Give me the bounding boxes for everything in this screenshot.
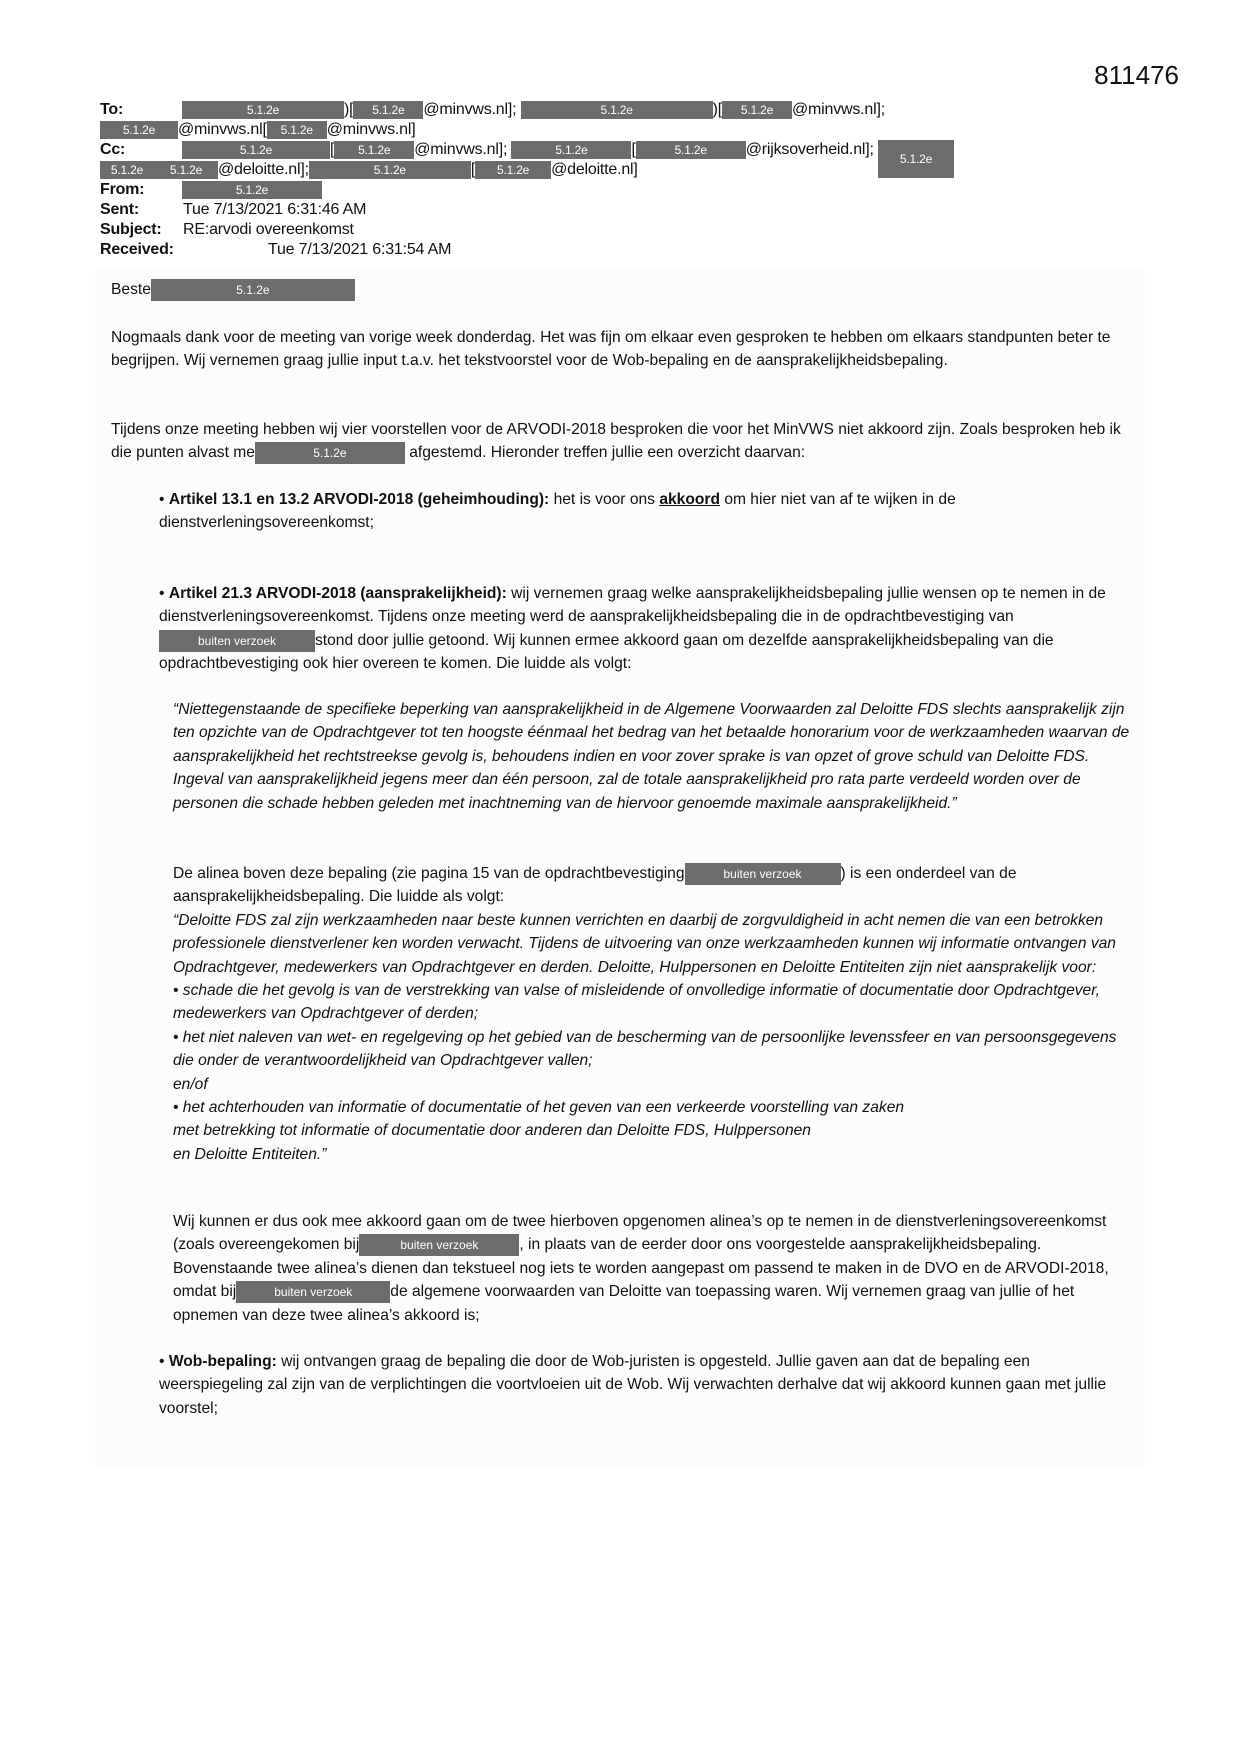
redaction: 5.1.2e <box>309 161 471 179</box>
text: ) is een onderdeel van de aansprakelijkheidsbepaling. Die luidde als volgt: <box>173 865 1017 906</box>
text <box>173 862 1133 909</box>
sent-row <box>100 200 1020 220</box>
subject-row <box>100 220 1020 240</box>
redaction: 5.1.2e <box>100 121 178 139</box>
separator: [ <box>470 161 476 178</box>
paragraph-4 <box>173 1210 1133 1327</box>
text: wij ontvangen graag de bepaling die door de Wob-juristen is opgesteld. Jullie gaven aan dat de bepaling een weerspiegeling zal zijn van de verplichtingen die voortvloeien uit de Wob. Wij verwachten derhalve dat wij akkoord kunnen gaan met jullie voorstel; <box>159 1353 1107 1417</box>
text: de algemene voorwaarden van Deloitte van toepassing waren. Wij vernemen graag van jullie of het opnemen van deze twee alinea’s akkoord is; <box>173 1283 1075 1324</box>
text: het is voor ons <box>549 491 660 508</box>
received-label: Received: <box>100 241 174 258</box>
quote-line: “Deloitte FDS zal zijn werkzaamheden naar beste kunnen verrichten en daarbij de zorgvuldigheid in acht nemen die van een betrokken professionele dienstverlener ken worden verwacht. Tijdens de uitvoering van onze werkzaamheden kunnen wij informatie ontvangen van Opdrachtgever, medewerkers van Opdrachtgever en derden. Deloitte, Hulppersonen en Deloitte Entiteiten zijn niet aansprakelijk voor: <box>173 911 1116 976</box>
redaction: buiten verzoek <box>685 863 841 885</box>
email-domain: @minvws.nl] <box>326 121 416 138</box>
separator: [ <box>330 141 335 158</box>
quote-line: • het niet naleven van wet- en regelgeving op het gebied van de bescherming van de persoonlijke levenssfeer en van persoonsgegevens die onder de verantwoordelijkheid van Opdrachtgever vallen; <box>173 1028 1117 1070</box>
subject-label: Subject: <box>100 221 162 238</box>
redaction: buiten verzoek <box>359 1234 519 1256</box>
redaction: 5.1.2e <box>334 141 414 159</box>
redaction: 5.1.2e <box>722 101 792 119</box>
quote-line: en/of <box>173 1075 208 1093</box>
email-domain: @minvws.nl]; <box>791 101 885 118</box>
document-number: 811476 <box>1094 60 1179 90</box>
quote-line: • schade die het gevolg is van de verstrekking van valse of misleidende of onvolledige informatie of documentatie door Opdrachtgever, medewerkers van Opdrachtgever of derden; <box>173 982 1100 1023</box>
text: Tijdens onze meeting hebben wij vier voorstellen voor de ARVODI-2018 besproken die voor het MinVWS niet akkoord zijn. Zoals besproken heb ik die punten alvast me <box>111 421 1121 462</box>
email-domain: @minvws.nl]; <box>414 141 508 158</box>
separator: )[ <box>712 101 722 118</box>
to-row <box>100 100 1020 120</box>
paragraph-3 <box>173 862 1133 1166</box>
sent-value: Tue 7/13/2021 6:31:46 AM <box>183 201 367 218</box>
email-domain: @rijksoverheid.nl]; <box>745 141 874 158</box>
separator: )[ <box>344 101 354 118</box>
redaction: 5.1.2e <box>511 141 631 159</box>
quote-line: • het achterhouden van informatie of documentatie of het geven van een verkeerde voorstelling van zaken met betrekking tot informatie of documentatie door anderen dan Deloitte FDS, Hulppersonen <box>173 1099 905 1140</box>
from-row <box>100 180 1020 200</box>
redaction: 5.1.2e <box>182 101 344 119</box>
bullet-aansprakelijkheid <box>159 582 1129 676</box>
from-label: From: <box>100 181 145 198</box>
paragraph-2 <box>111 418 1131 465</box>
text: om hier niet van af te wijken in de dienstverleningsovereenkomst; <box>159 491 956 532</box>
text: Wij kunnen er dus ook mee akkoord gaan om de twee hierboven opgenomen alinea’s op te nemen in de dienstverleningsovereenkomst (zoals overeengekomen bij <box>173 1213 1107 1254</box>
separator: [ <box>631 141 636 158</box>
bullet-wob-bepaling <box>159 1350 1129 1420</box>
quote-line: en Deloitte Entiteiten.” <box>173 1145 327 1163</box>
email-domain: @deloitte.nl] <box>551 161 638 178</box>
paragraph-1: Nogmaals dank voor de meeting van vorige week donderdag. Het was fijn om elkaar even gesproken te hebben om elkaars standpunten beter te begrijpen. Wij vernemen graag jullie input t.a.v. het tekstvoorstel voor de Wob-bepaling en de aansprakelijkheidsbepaling. <box>111 329 1111 370</box>
email-header <box>100 100 1020 260</box>
bullet-title: Wob-bepaling: <box>168 1353 277 1370</box>
redaction: 5.1.2e <box>100 161 154 179</box>
redaction: 5.1.2e <box>151 279 355 301</box>
quote-1: “Niettegenstaande de specifieke beperking van aansprakelijkheid in de Algemene Voorwaarden zal Deloitte FDS slechts aansprakelijk zijn ten opzichte van de Opdrachtgever tot ten hoogste éénmaal het bedrag van het betaalde honorarium voor de werkzaamheden waarvan de aansprakelijkheid het rechtstreekse gevolg is, behoudens indien en voor zover sprake is van opzet of grove schuld van Deloitte FDS. Ingeval van aansprakelijkheid jegens meer dan één persoon, zal de totale aansprakelijkheid pro rata parte verdeeld worden over de personen die schade hebben geleden met inachtneming van de hiervoor genoemde maximale aansprakelijkheid.” <box>173 701 1130 812</box>
greeting <box>111 278 355 301</box>
text: stond door jullie getoond. Wij kunnen ermee akkoord gaan om dezelfde aansprakelijkheidsbepaling van die opdrachtbevestiging ook hier overeen te komen. Die luidde als volgt: <box>159 631 1054 673</box>
redaction: 5.1.2e <box>353 101 423 119</box>
redaction: 5.1.2e <box>475 161 551 179</box>
redaction: 5.1.2e <box>154 161 218 179</box>
subject-value: RE:arvodi overeenkomst <box>183 221 354 238</box>
bullet-geheimhouding <box>159 488 1119 535</box>
email-domain: @minvws.nl]; <box>423 101 517 118</box>
text: , in plaats van de eerder door ons voorgestelde aansprakelijkheidsbepaling. Bovenstaande twee alinea’s dienen dan tekstueel nog iets te worden aangepast om passend te maken in de DVO en de ARVODI-2018, omdat bij <box>173 1236 1109 1301</box>
to-label: To: <box>100 101 124 118</box>
bullet: • <box>159 491 165 508</box>
redaction: 5.1.2e <box>636 141 746 159</box>
received-row <box>100 240 1020 260</box>
to-row-2 <box>100 120 1020 140</box>
sent-label: Sent: <box>100 201 140 218</box>
redaction: 5.1.2e <box>521 101 713 119</box>
received-value: Tue 7/13/2021 6:31:54 AM <box>268 241 452 258</box>
quote-2 <box>173 909 1133 1166</box>
redaction: 5.1.2e <box>182 141 330 159</box>
redaction: buiten verzoek <box>159 630 315 652</box>
bullet-title: Artikel 13.1 en 13.2 ARVODI-2018 (geheimhouding): <box>168 491 550 508</box>
text: De alinea boven deze bepaling (zie pagina 15 van de opdrachtbevestiging <box>173 865 685 882</box>
cc-label: Cc: <box>100 141 126 158</box>
bullet: • <box>159 1353 165 1370</box>
email-domain: @deloitte.nl]; <box>218 161 309 178</box>
email-domain: @minvws.nl[ <box>178 121 267 138</box>
text: afgestemd. Hieronder treffen jullie een overzicht daarvan: <box>409 444 806 462</box>
redaction: 5.1.2e <box>878 140 954 178</box>
redaction: 5.1.2e <box>182 181 322 199</box>
redaction: 5.1.2e <box>255 442 405 464</box>
bullet-title: Artikel 21.3 ARVODI-2018 (aansprakelijkheid): <box>168 585 507 602</box>
bullet: • <box>159 585 165 602</box>
greeting-text: Beste <box>111 281 151 298</box>
akkoord-emphasis: akkoord <box>659 491 720 508</box>
redaction: 5.1.2e <box>267 121 327 139</box>
redaction: buiten verzoek <box>236 1281 390 1303</box>
text: wij vernemen graag welke aansprakelijkheidsbepaling jullie wensen op te nemen in de dienstverleningsovereenkomst. Tijdens onze meeting werd de aansprakelijkheidsbepaling die in de opdrachtbevestiging van <box>159 585 1106 626</box>
